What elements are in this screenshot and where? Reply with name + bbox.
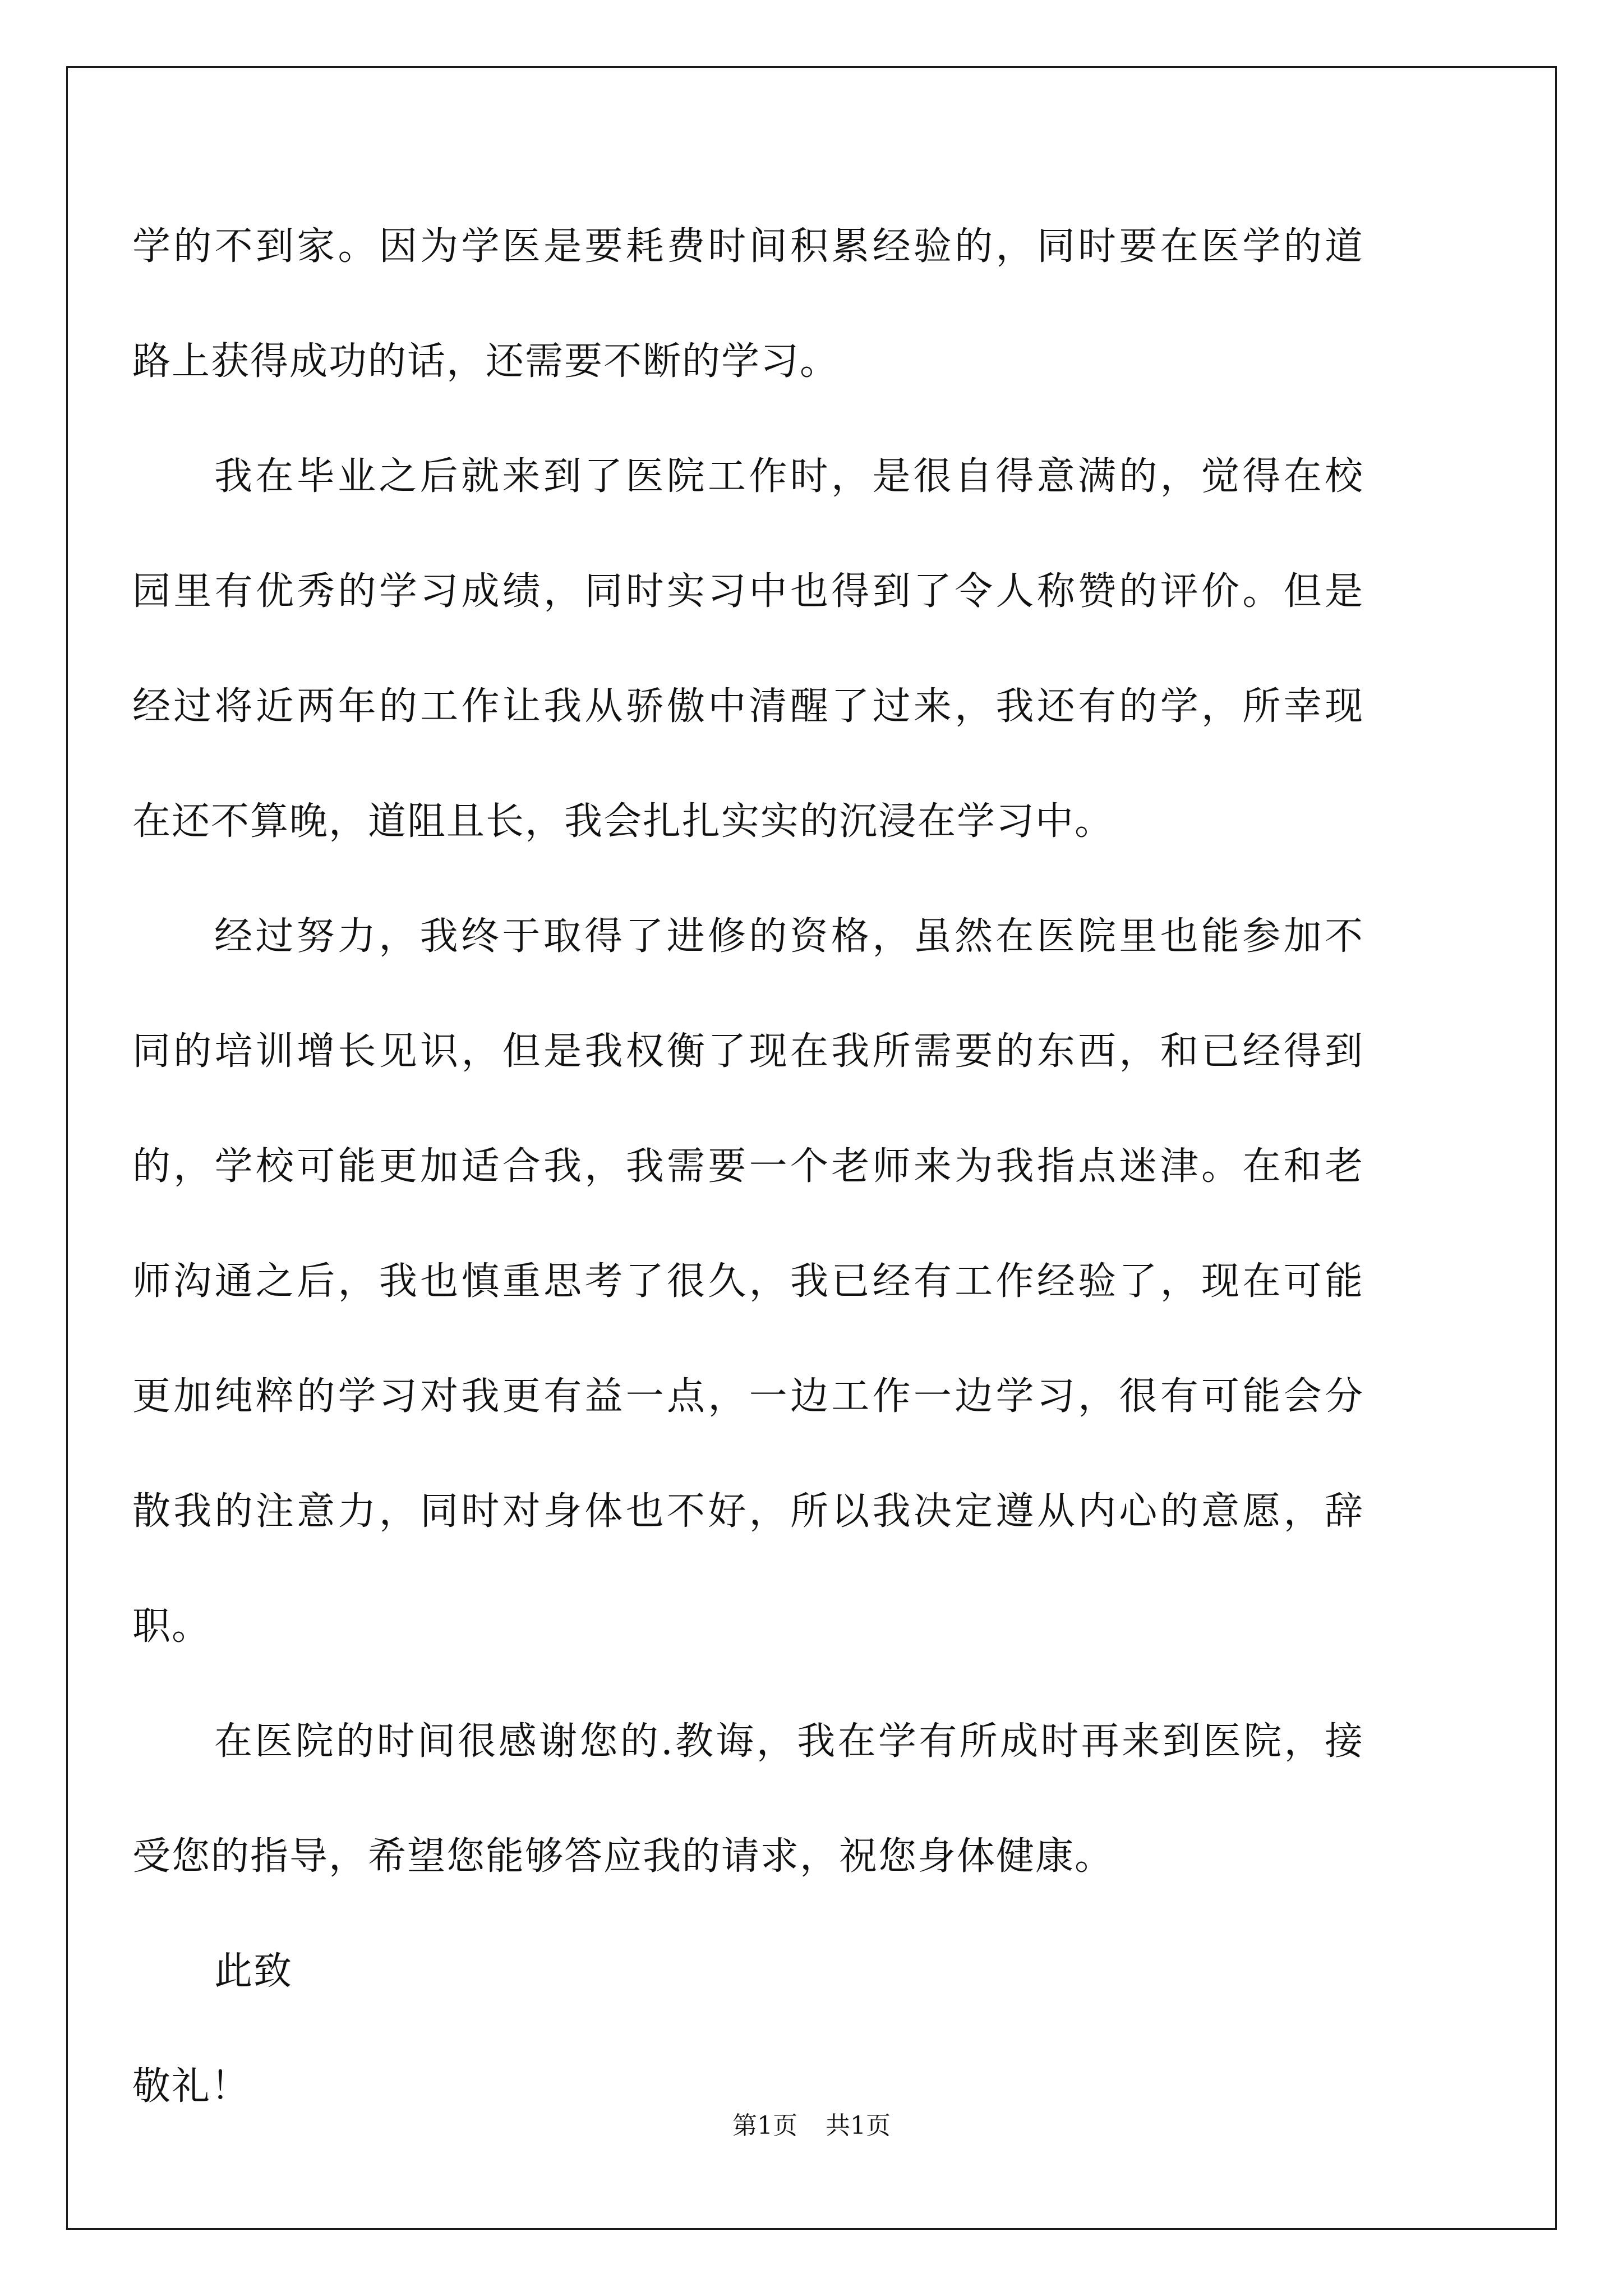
text-line: 学的不到家。因为学医是要耗费时间积累经验的，同时要在医学的道 <box>132 224 1364 269</box>
page-number: 第1页 <box>732 2111 797 2140</box>
text-line: 散我的注意力，同时对身体也不好，所以我决定遵从内心的意愿，辞 <box>132 1489 1364 1534</box>
text-line: 经过努力，我终于取得了进修的资格，虽然在医院里也能参加不 <box>214 914 1364 959</box>
closing-salutation: 此致 <box>214 1949 293 1994</box>
text-line: 园里有优秀的学习成绩，同时实习中也得到了令人称赞的评价。但是 <box>132 569 1364 614</box>
text-line: 我在毕业之后就来到了医院工作时，是很自得意满的，觉得在校 <box>214 454 1364 499</box>
text-line: 经过将近两年的工作让我从骄傲中清醒了过来，我还有的学，所幸现 <box>132 684 1364 729</box>
text-line: 更加纯粹的学习对我更有益一点，一边工作一边学习，很有可能会分 <box>132 1374 1364 1419</box>
closing-regards: 敬礼！ <box>132 2064 251 2109</box>
page-total: 共1页 <box>826 2111 891 2140</box>
text-line: 路上获得成功的话，还需要不断的学习。 <box>132 339 840 384</box>
text-line: 受您的指导，希望您能够答应我的请求，祝您身体健康。 <box>132 1834 1114 1879</box>
text-line: 职。 <box>132 1604 211 1649</box>
page-footer <box>0 2109 1623 2143</box>
text-line: 师沟通之后，我也慎重思考了很久，我已经有工作经验了，现在可能 <box>132 1259 1364 1304</box>
text-line: 的，学校可能更加适合我，我需要一个老师来为我指点迷津。在和老 <box>132 1144 1364 1189</box>
text-line: 在还不算晚，道阻且长，我会扎扎实实的沉浸在学习中。 <box>132 799 1114 844</box>
text-line: 在医院的时间很感谢您的.教诲，我在学有所成时再来到医院，接 <box>214 1719 1364 1764</box>
text-line: 同的培训增长见识，但是我权衡了现在我所需要的东西，和已经得到 <box>132 1029 1364 1074</box>
